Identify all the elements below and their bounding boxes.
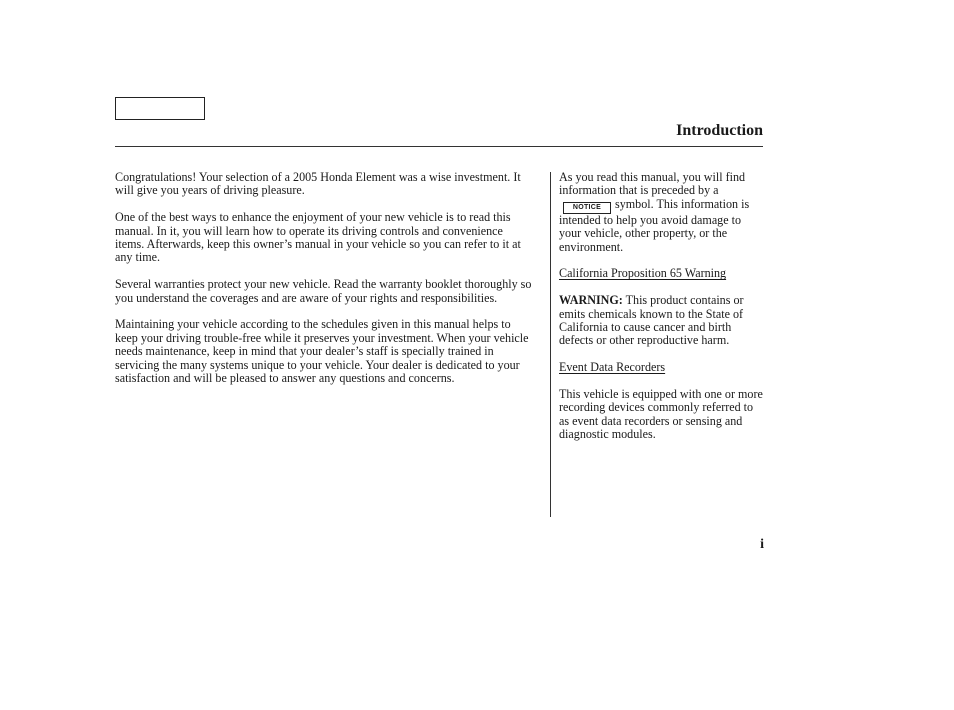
notice-paragraph	[559, 171, 764, 254]
page-title: Introduction	[676, 122, 763, 139]
right-column	[559, 171, 764, 455]
paragraph-warranties: Several warranties protect your new vehicle. Read the warranty booklet thoroughly so you understand the coverages and are aware of your rights and responsibilities.	[115, 277, 532, 305]
paragraph-maintenance: Maintaining your vehicle according to the schedules given in this manual helps to keep your driving trouble-free while it preserves your investment. When your vehicle needs maintenance, keep in mind that your dealer’s staff is specially trained in servicing the many systems unique to your vehicle. Your dealer is dedicated to your satisfaction and will be pleased to answer any questions and concerns.	[115, 317, 529, 386]
title-rule	[115, 146, 763, 147]
warning-label: WARNING:	[559, 293, 623, 308]
left-column	[115, 171, 535, 399]
prop65-heading[interactable]: California Proposition 65 Warning	[559, 266, 727, 281]
paragraph-congratulations: Congratulations! Your selection of a 2005 Honda Element was a wise investment. It will give you years of driving pleasure.	[115, 170, 521, 198]
warning-paragraph	[559, 294, 764, 348]
column-divider	[550, 172, 551, 517]
paragraph-manual-usage: One of the best ways to enhance the enjoyment of your new vehicle is to read this manual. In it, you will learn how to operate its driving controls and convenience items. Afterwards, keep this owner’s manual in your vehicle so you can refer to it at any time.	[115, 210, 521, 265]
notice-intro-before: As you read this manual, you will find information that is preceded by a	[559, 170, 746, 198]
warning-text: This product contains or emits chemicals known to the State of California to cause cancer and birth defects or other reproductive harm.	[559, 293, 744, 348]
notice-symbol-icon: NOTICE	[563, 202, 611, 214]
edr-heading-block	[559, 361, 764, 374]
edr-paragraph: This vehicle is equipped with one or more recording devices commonly referred to as event data recorders or sensing and diagnostic modules.	[559, 387, 763, 442]
edr-heading[interactable]: Event Data Recorders	[559, 360, 666, 375]
notice-intro-after: symbol. This information is intended to help you avoid damage to your vehicle, other property, or the environment.	[559, 196, 750, 254]
nav-box[interactable]	[115, 97, 205, 120]
page-number: i	[760, 537, 764, 552]
prop65-heading-block	[559, 267, 764, 280]
